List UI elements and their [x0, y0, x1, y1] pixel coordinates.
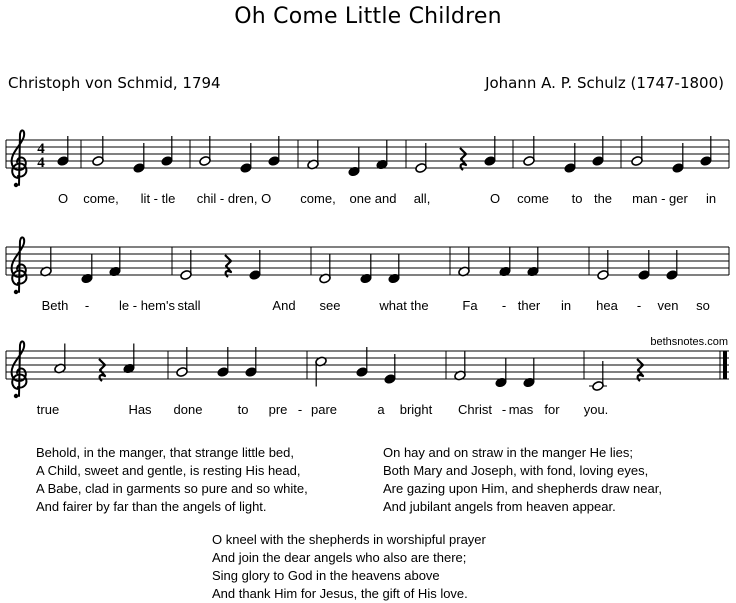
treble-clef-path [12, 341, 27, 396]
lyric-syllable: to [571, 191, 583, 206]
verse-3 [212, 531, 486, 603]
lyric-syllable: chil - dren, O [196, 191, 272, 206]
verse-1 [36, 444, 308, 516]
lyric-syllable: so [696, 298, 710, 313]
quarter-rest [460, 148, 466, 170]
quarter-rest [225, 255, 231, 277]
lyric-syllable: all, [413, 191, 431, 206]
lyric-syllable: Has [128, 402, 152, 417]
lyric-syllable: the [593, 191, 613, 206]
verse-line: And fairer by far than the angels of light. [36, 499, 267, 514]
composer-credit: Johann A. P. Schulz (1747-1800) [485, 74, 724, 92]
website-credit: bethsnotes.com [650, 336, 728, 348]
lyric-syllable: what the [379, 298, 429, 313]
verse-line: On hay and on straw in the manger He lies; [383, 445, 634, 460]
final-barline [723, 351, 727, 379]
verse-line: Behold, in the manger, that strange little bed, [36, 445, 295, 460]
lyric-syllable: true [36, 402, 60, 417]
song-title: Oh Come Little Children [234, 4, 502, 29]
lyric-syllable: ven [657, 298, 679, 313]
verse-line: A Babe, clad in garments so pure and so white, [36, 481, 308, 496]
lyric-syllable: Beth [41, 298, 69, 313]
lyric-syllable: pare [310, 402, 338, 417]
lyric-syllable: hea [596, 298, 618, 313]
verse-2 [383, 444, 662, 516]
time-signature-top: 4 [37, 141, 45, 157]
verse-line: And jubilant angels from heaven appear. [383, 499, 616, 514]
lyric-syllable: - [501, 298, 507, 313]
lyric-syllable: come, [83, 191, 119, 206]
treble-clef-icon [12, 130, 27, 187]
verse-line: Are gazing upon Him, and shepherds draw near, [383, 481, 662, 496]
verse-line: A Child, sweet and gentle, is resting His head, [36, 463, 301, 478]
verse-line: And thank Him for Jesus, the gift of His love. [212, 586, 468, 601]
lyric-syllable: in [705, 191, 717, 206]
verse-line: O kneel with the shepherds in worshipful prayer [212, 532, 486, 547]
lyric-syllable: - [636, 298, 642, 313]
lyric-syllable: ther [517, 298, 541, 313]
lyric-syllable: - [297, 402, 303, 417]
verse-line: Both Mary and Joseph, with fond, loving eyes, [383, 463, 649, 478]
lyric-syllable: - [501, 402, 507, 417]
lyric-syllable: stall [177, 298, 201, 313]
lyric-syllable: you. [583, 402, 609, 417]
treble-clef-dot [14, 183, 18, 187]
lyric-syllable: done [173, 402, 203, 417]
lyric-syllable: mas [508, 402, 534, 417]
verse-line: Sing glory to God in the heavens above [212, 568, 440, 583]
lyricist-credit: Christoph von Schmid, 1794 [8, 74, 221, 92]
lyric-syllable: to [237, 402, 249, 417]
lyric-syllable: Christ [458, 402, 492, 417]
lyric-syllable: in [560, 298, 572, 313]
lyric-syllable: a [377, 402, 385, 417]
time-signature-bottom: 4 [37, 155, 45, 171]
lyric-syllable: And [272, 298, 296, 313]
lyric-syllable: man - ger [632, 191, 688, 206]
lyric-syllable: bright [399, 402, 433, 417]
treble-clef-icon [12, 237, 27, 294]
lyric-syllable: le - hem's [119, 298, 175, 313]
lyric-syllable: pre [268, 402, 288, 417]
treble-clef-path [12, 237, 27, 292]
verse-line: And join the dear angels who also are there; [212, 550, 467, 565]
lyric-syllable: for [544, 402, 560, 417]
lyric-syllable: - [84, 298, 90, 313]
lyric-syllable: come [517, 191, 549, 206]
treble-clef-path [12, 130, 27, 185]
lyric-syllable: lit - tle [140, 191, 176, 206]
treble-clef-icon [12, 341, 27, 398]
treble-clef-dot [14, 394, 18, 398]
treble-clef-dot [14, 290, 18, 294]
lyric-syllable: come, [300, 191, 336, 206]
lyric-syllable: O [489, 191, 501, 206]
quarter-rest [637, 359, 643, 381]
lyric-syllable: one and [349, 191, 397, 206]
quarter-rest [99, 359, 105, 381]
lyric-syllable: Fa [462, 298, 478, 313]
lyric-syllable: see [319, 298, 341, 313]
lyric-syllable: O [57, 191, 69, 206]
